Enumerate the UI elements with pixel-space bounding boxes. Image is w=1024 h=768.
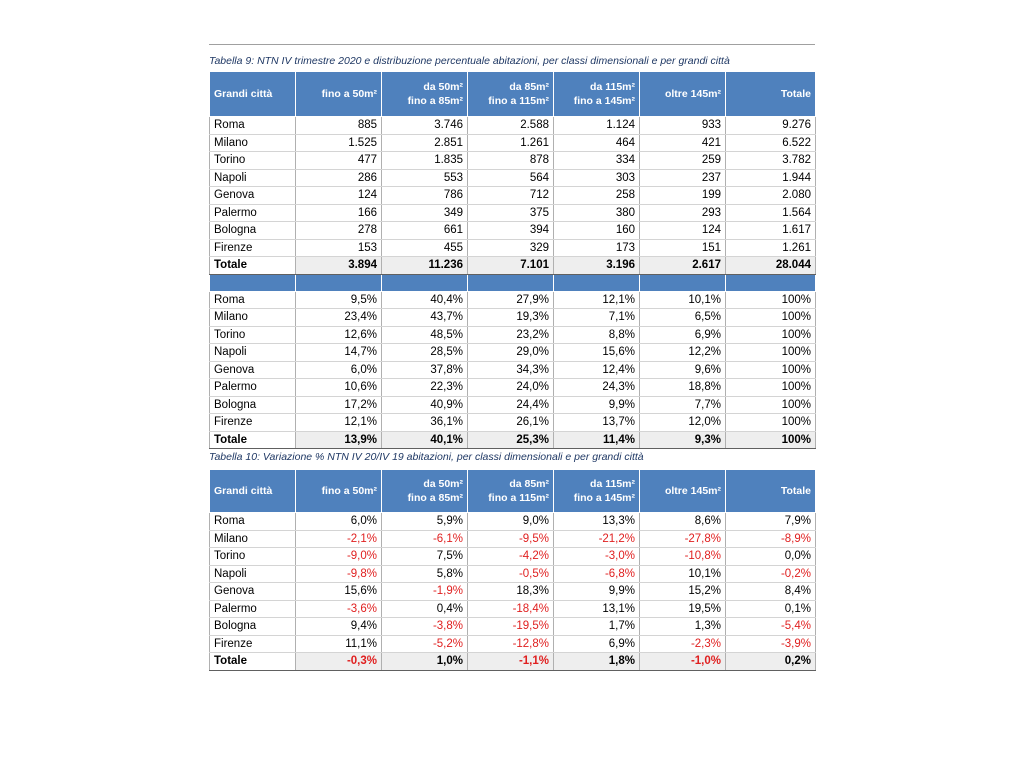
row-total-cell: 0,2%	[726, 653, 816, 671]
value-cell: 28,5%	[382, 344, 468, 362]
header-class-2: da 50m² fino a 85m²	[382, 470, 468, 513]
value-cell: 3.196	[554, 257, 640, 275]
value-cell: 375	[468, 204, 554, 222]
value-cell: -1,0%	[640, 653, 726, 671]
value-cell: 26,1%	[468, 414, 554, 432]
value-cell: -9,8%	[296, 565, 382, 583]
row-total-cell: 100%	[726, 326, 816, 344]
value-cell: 1.124	[554, 117, 640, 135]
value-cell: 334	[554, 152, 640, 170]
value-cell: 24,4%	[468, 396, 554, 414]
total-row	[210, 257, 816, 275]
table9	[209, 71, 816, 449]
value-cell: 3.746	[382, 117, 468, 135]
value-cell: 19,5%	[640, 600, 726, 618]
table-row	[210, 583, 816, 601]
value-cell: 19,3%	[468, 309, 554, 327]
header-class-4: da 115m² fino a 145m²	[554, 72, 640, 117]
value-cell: 278	[296, 222, 382, 240]
row-total-cell: 3.782	[726, 152, 816, 170]
table9-caption: Tabella 9: NTN IV trimestre 2020 e distribuzione percentuale abitazioni, per classi dimensionali e per grandi città	[209, 55, 730, 67]
table-row	[210, 635, 816, 653]
value-cell: -2,3%	[640, 635, 726, 653]
value-cell: 199	[640, 187, 726, 205]
value-cell: 14,7%	[296, 344, 382, 362]
city-name: Bologna	[210, 396, 296, 414]
row-total-cell: 1.564	[726, 204, 816, 222]
row-total-cell: 0,1%	[726, 600, 816, 618]
value-cell: -9,0%	[296, 548, 382, 566]
header-class-5: oltre 145m²	[640, 72, 726, 117]
value-cell: 885	[296, 117, 382, 135]
value-cell: 18,3%	[468, 583, 554, 601]
value-cell: -3,6%	[296, 600, 382, 618]
value-cell: -21,2%	[554, 530, 640, 548]
value-cell: 9,9%	[554, 396, 640, 414]
value-cell: 15,6%	[554, 344, 640, 362]
value-cell: 8,8%	[554, 326, 640, 344]
value-cell: 477	[296, 152, 382, 170]
table-row	[210, 530, 816, 548]
value-cell: 34,3%	[468, 361, 554, 379]
header-class-5: oltre 145m²	[640, 470, 726, 513]
row-total-cell: 6.522	[726, 134, 816, 152]
header-class-1: fino a 50m²	[296, 72, 382, 117]
total-row	[210, 653, 816, 671]
row-total-cell: 0,0%	[726, 548, 816, 566]
row-total-cell: 100%	[726, 379, 816, 397]
value-cell: 421	[640, 134, 726, 152]
value-cell: 7,5%	[382, 548, 468, 566]
table-row	[210, 379, 816, 397]
value-cell: 23,2%	[468, 326, 554, 344]
value-cell: 12,1%	[554, 291, 640, 309]
value-cell: 43,7%	[382, 309, 468, 327]
value-cell: 933	[640, 117, 726, 135]
value-cell: -9,5%	[468, 530, 554, 548]
value-cell: -12,8%	[468, 635, 554, 653]
table-row	[210, 548, 816, 566]
value-cell: 293	[640, 204, 726, 222]
value-cell: 380	[554, 204, 640, 222]
city-name: Torino	[210, 152, 296, 170]
value-cell: 10,6%	[296, 379, 382, 397]
value-cell: 329	[468, 239, 554, 257]
row-total-cell: 100%	[726, 396, 816, 414]
city-name: Roma	[210, 291, 296, 309]
value-cell: 2.851	[382, 134, 468, 152]
city-name: Palermo	[210, 600, 296, 618]
value-cell: 12,4%	[554, 361, 640, 379]
value-cell: 40,4%	[382, 291, 468, 309]
table-row	[210, 222, 816, 240]
row-total-cell: -8,9%	[726, 530, 816, 548]
row-total-cell: 100%	[726, 431, 816, 449]
value-cell: 7,7%	[640, 396, 726, 414]
value-cell: 9,9%	[554, 583, 640, 601]
row-total-cell: 100%	[726, 291, 816, 309]
header-total: Totale	[726, 470, 816, 513]
value-cell: 286	[296, 169, 382, 187]
value-cell: -18,4%	[468, 600, 554, 618]
value-cell: -3,8%	[382, 618, 468, 636]
value-cell: 17,2%	[296, 396, 382, 414]
city-name: Totale	[210, 431, 296, 449]
row-total-cell: -3,9%	[726, 635, 816, 653]
header-city: Grandi città	[210, 72, 296, 117]
city-name: Genova	[210, 187, 296, 205]
value-cell: -10,8%	[640, 548, 726, 566]
value-cell: 878	[468, 152, 554, 170]
value-cell: -4,2%	[468, 548, 554, 566]
header-class-2: da 50m² fino a 85m²	[382, 72, 468, 117]
city-name: Napoli	[210, 565, 296, 583]
value-cell: 13,9%	[296, 431, 382, 449]
row-total-cell: 1.617	[726, 222, 816, 240]
value-cell: 12,1%	[296, 414, 382, 432]
value-cell: 349	[382, 204, 468, 222]
value-cell: 13,3%	[554, 513, 640, 531]
table10	[209, 469, 816, 671]
city-name: Palermo	[210, 379, 296, 397]
value-cell: 13,7%	[554, 414, 640, 432]
city-name: Firenze	[210, 635, 296, 653]
value-cell: 1,7%	[554, 618, 640, 636]
top-rule	[209, 44, 815, 45]
city-name: Palermo	[210, 204, 296, 222]
row-total-cell: 2.080	[726, 187, 816, 205]
city-name: Firenze	[210, 414, 296, 432]
row-total-cell: 7,9%	[726, 513, 816, 531]
row-total-cell: 100%	[726, 309, 816, 327]
value-cell: 15,6%	[296, 583, 382, 601]
table-row	[210, 309, 816, 327]
value-cell: 564	[468, 169, 554, 187]
value-cell: 1.835	[382, 152, 468, 170]
value-cell: 18,8%	[640, 379, 726, 397]
value-cell: 9,0%	[468, 513, 554, 531]
table9-separator	[210, 274, 816, 291]
value-cell: 12,6%	[296, 326, 382, 344]
value-cell: -2,1%	[296, 530, 382, 548]
value-cell: 124	[640, 222, 726, 240]
table-row	[210, 513, 816, 531]
table10-caption: Tabella 10: Variazione % NTN IV 20/IV 19 abitazioni, per classi dimensionali e per grandi città	[209, 451, 644, 463]
city-name: Totale	[210, 653, 296, 671]
value-cell: -5,2%	[382, 635, 468, 653]
value-cell: 0,4%	[382, 600, 468, 618]
value-cell: 786	[382, 187, 468, 205]
value-cell: 160	[554, 222, 640, 240]
separator-row	[210, 274, 816, 291]
table-row	[210, 326, 816, 344]
value-cell: 48,5%	[382, 326, 468, 344]
city-name: Roma	[210, 117, 296, 135]
value-cell: -0,5%	[468, 565, 554, 583]
value-cell: 9,3%	[640, 431, 726, 449]
table-row	[210, 291, 816, 309]
value-cell: 6,5%	[640, 309, 726, 327]
value-cell: 5,9%	[382, 513, 468, 531]
header-class-4: da 115m² fino a 145m²	[554, 470, 640, 513]
table10-header-row	[210, 470, 816, 513]
table-row	[210, 618, 816, 636]
table-row	[210, 414, 816, 432]
table-row	[210, 361, 816, 379]
header-class-3: da 85m² fino a 115m²	[468, 72, 554, 117]
value-cell: 1.525	[296, 134, 382, 152]
city-name: Milano	[210, 134, 296, 152]
header-city: Grandi città	[210, 470, 296, 513]
value-cell: 1,8%	[554, 653, 640, 671]
value-cell: 13,1%	[554, 600, 640, 618]
city-name: Napoli	[210, 169, 296, 187]
value-cell: 5,8%	[382, 565, 468, 583]
table9-ntn-body	[210, 117, 816, 275]
value-cell: 11.236	[382, 257, 468, 275]
value-cell: 166	[296, 204, 382, 222]
document-page	[209, 44, 815, 671]
table-row	[210, 396, 816, 414]
value-cell: -6,8%	[554, 565, 640, 583]
city-name: Roma	[210, 513, 296, 531]
value-cell: 12,0%	[640, 414, 726, 432]
value-cell: 27,9%	[468, 291, 554, 309]
value-cell: -27,8%	[640, 530, 726, 548]
city-name: Bologna	[210, 618, 296, 636]
value-cell: 553	[382, 169, 468, 187]
value-cell: 6,0%	[296, 513, 382, 531]
total-row	[210, 431, 816, 449]
value-cell: 22,3%	[382, 379, 468, 397]
value-cell: 303	[554, 169, 640, 187]
table-row	[210, 169, 816, 187]
city-name: Torino	[210, 326, 296, 344]
city-name: Genova	[210, 361, 296, 379]
value-cell: -0,3%	[296, 653, 382, 671]
value-cell: 23,4%	[296, 309, 382, 327]
value-cell: 8,6%	[640, 513, 726, 531]
value-cell: 394	[468, 222, 554, 240]
row-total-cell: 9.276	[726, 117, 816, 135]
value-cell: 11,1%	[296, 635, 382, 653]
table9-header-row	[210, 72, 816, 117]
value-cell: 37,8%	[382, 361, 468, 379]
value-cell: 7,1%	[554, 309, 640, 327]
value-cell: 151	[640, 239, 726, 257]
value-cell: 9,4%	[296, 618, 382, 636]
value-cell: 40,9%	[382, 396, 468, 414]
table-row	[210, 187, 816, 205]
table-row	[210, 344, 816, 362]
value-cell: 10,1%	[640, 565, 726, 583]
value-cell: -6,1%	[382, 530, 468, 548]
value-cell: 10,1%	[640, 291, 726, 309]
value-cell: -1,1%	[468, 653, 554, 671]
row-total-cell: 28.044	[726, 257, 816, 275]
value-cell: 1.261	[468, 134, 554, 152]
value-cell: 24,0%	[468, 379, 554, 397]
value-cell: 15,2%	[640, 583, 726, 601]
table-row	[210, 239, 816, 257]
table10-body	[210, 513, 816, 671]
row-total-cell: 100%	[726, 344, 816, 362]
value-cell: 153	[296, 239, 382, 257]
table-row	[210, 117, 816, 135]
value-cell: -3,0%	[554, 548, 640, 566]
value-cell: 173	[554, 239, 640, 257]
value-cell: 259	[640, 152, 726, 170]
value-cell: 12,2%	[640, 344, 726, 362]
row-total-cell: -5,4%	[726, 618, 816, 636]
value-cell: 1,3%	[640, 618, 726, 636]
value-cell: 40,1%	[382, 431, 468, 449]
table-row	[210, 600, 816, 618]
table-row	[210, 204, 816, 222]
value-cell: 712	[468, 187, 554, 205]
city-name: Milano	[210, 530, 296, 548]
table9-pct-body	[210, 291, 816, 449]
value-cell: 9,6%	[640, 361, 726, 379]
city-name: Firenze	[210, 239, 296, 257]
value-cell: -1,9%	[382, 583, 468, 601]
value-cell: 3.894	[296, 257, 382, 275]
value-cell: 1,0%	[382, 653, 468, 671]
value-cell: 455	[382, 239, 468, 257]
value-cell: 36,1%	[382, 414, 468, 432]
city-name: Napoli	[210, 344, 296, 362]
value-cell: 237	[640, 169, 726, 187]
row-total-cell: 1.261	[726, 239, 816, 257]
header-class-1: fino a 50m²	[296, 470, 382, 513]
city-name: Genova	[210, 583, 296, 601]
city-name: Milano	[210, 309, 296, 327]
row-total-cell: -0,2%	[726, 565, 816, 583]
city-name: Torino	[210, 548, 296, 566]
header-total: Totale	[726, 72, 816, 117]
table-row	[210, 152, 816, 170]
row-total-cell: 1.944	[726, 169, 816, 187]
table-row	[210, 565, 816, 583]
value-cell: 7.101	[468, 257, 554, 275]
city-name: Bologna	[210, 222, 296, 240]
value-cell: 6,9%	[640, 326, 726, 344]
value-cell: 258	[554, 187, 640, 205]
value-cell: 124	[296, 187, 382, 205]
value-cell: 2.588	[468, 117, 554, 135]
value-cell: 11,4%	[554, 431, 640, 449]
value-cell: 2.617	[640, 257, 726, 275]
value-cell: 464	[554, 134, 640, 152]
row-total-cell: 100%	[726, 414, 816, 432]
row-total-cell: 100%	[726, 361, 816, 379]
row-total-cell: 8,4%	[726, 583, 816, 601]
value-cell: 6,9%	[554, 635, 640, 653]
value-cell: 25,3%	[468, 431, 554, 449]
table-row	[210, 134, 816, 152]
value-cell: 29,0%	[468, 344, 554, 362]
value-cell: 9,5%	[296, 291, 382, 309]
value-cell: -19,5%	[468, 618, 554, 636]
value-cell: 661	[382, 222, 468, 240]
city-name: Totale	[210, 257, 296, 275]
value-cell: 6,0%	[296, 361, 382, 379]
header-class-3: da 85m² fino a 115m²	[468, 470, 554, 513]
value-cell: 24,3%	[554, 379, 640, 397]
